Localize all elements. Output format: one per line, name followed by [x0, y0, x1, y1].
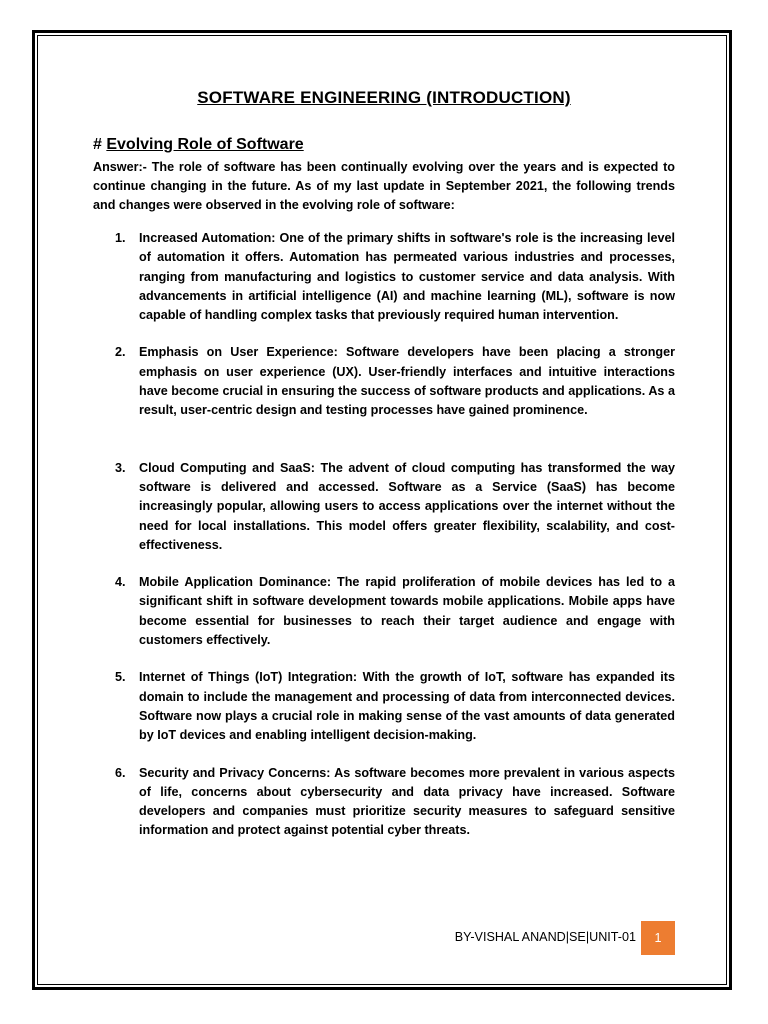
list-item-text: Cloud Computing and SaaS: The advent of cloud computing has transformed the way software is delivered and accessed. Software as a Service (SaaS) has become increasingly popular, allowing users to access applications over the internet without the need for local installations. This model offers greater flexibility, scalability, and cost-effectiveness.: [139, 460, 675, 552]
section-heading: [93, 136, 304, 154]
list-item-text: Emphasis on User Experience: Software developers have been placing a stronger emphasis on user experience (UX). User-friendly interfaces and intuitive interactions have become crucial in ensuring the success of software products and applications. As a result, user-centric design and testing processes have gained prominence.: [139, 345, 675, 418]
list-item-number: 1.: [115, 231, 126, 245]
list-item: [93, 764, 675, 841]
list-item: [93, 668, 675, 745]
list-item-text: Increased Automation: One of the primary shifts in software's role is the increasing level of automation it offers. Automation has permeated various industries and processes, ranging from manufacturing and logistics to customer service and data analysis. With advancements in artificial intelligence (AI) and machine learning (ML), software is now capable of handling complex tasks that previously required human intervention.: [139, 231, 675, 323]
list-item-number: 6.: [115, 765, 126, 780]
intro-paragraph: Answer:- The role of software has been continually evolving over the years and is expected to continue changing in the future. As of my last update in September 2021, the following trends and changes were observed in the evolving role of software:: [93, 160, 675, 213]
list-item: [93, 459, 675, 555]
list-item: [93, 229, 675, 325]
list-item: [93, 573, 675, 650]
heading-prefix: #: [93, 136, 107, 153]
list-item-text: Internet of Things (IoT) Integration: With the growth of IoT, software has expanded its domain to include the management and processing of data from interconnected devices. Software now plays a crucial role in making sense of the vast amounts of data generated by IoT devices and enabling intelligent decision-making.: [139, 670, 675, 743]
list-item-text: Mobile Application Dominance: The rapid proliferation of mobile devices has led to a significant shift in software development towards mobile applications. Mobile apps have become essential for businesses to reach their target audience and engage with customers effectively.: [139, 575, 675, 648]
heading-text: Evolving Role of Software: [106, 136, 304, 153]
list-item-text: Security and Privacy Concerns: As software becomes more prevalent in various aspects of life, concerns about cybersecurity and data privacy have increased. Software developers and companies must prioritize security measures to safeguard sensitive information and protect against potential cyber threats.: [139, 765, 675, 838]
page-title: SOFTWARE ENGINEERING (INTRODUCTION): [197, 88, 571, 107]
list-item: [93, 343, 675, 420]
trend-list: [93, 229, 675, 841]
list-item-number: 5.: [115, 670, 126, 685]
list-item-number: 3.: [115, 460, 126, 475]
page-number-badge: 1: [641, 921, 675, 955]
footer-author: BY-VISHAL ANAND|SE|UNIT-01: [454, 930, 636, 944]
list-item-number: 4.: [115, 575, 126, 590]
list-item-number: 2.: [115, 345, 126, 360]
